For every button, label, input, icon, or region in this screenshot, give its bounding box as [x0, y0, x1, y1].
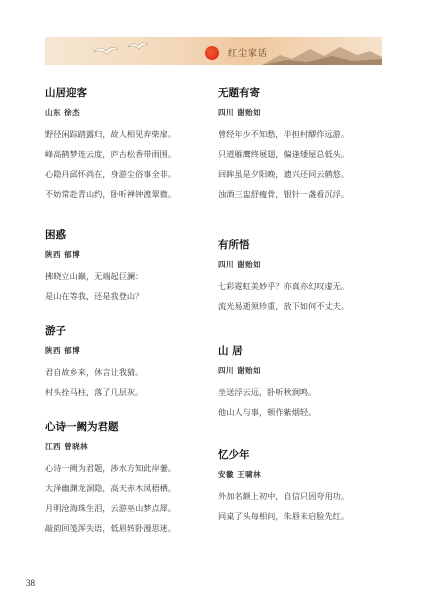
poem [218, 238, 393, 316]
poem-line: 峰高鹤梦连云度，庐古松香带雨围。 [45, 149, 177, 159]
poem-title: 山居迎客 [45, 87, 87, 99]
poem-lines [218, 124, 393, 204]
poem-line: 月明沧海珠生泪，云游巫山梦点犀。 [45, 503, 177, 513]
poem-title: 困惑 [45, 229, 66, 241]
poem [45, 420, 220, 538]
poem [45, 324, 220, 402]
poem-lines [218, 382, 393, 422]
poem-author: 四川 谢贻如 [218, 260, 262, 269]
poem-lines [45, 266, 220, 306]
poem-author: 陕西 郁博 [45, 346, 81, 355]
poem-lines [45, 124, 220, 204]
poem [218, 86, 393, 204]
poem-line: 村头拴马柱，落了几层灰。 [45, 387, 144, 397]
poem-line: 回眸虽是夕阳晚，遗兴还同云鹤悠。 [218, 169, 350, 179]
poem-title: 无题有寄 [218, 87, 260, 99]
poem-title: 心诗一阙为君题 [45, 421, 119, 433]
poem-line: 七彩霓虹美妙乎？亦真亦幻叹虚无。 [218, 281, 350, 291]
mountain-icon [262, 43, 382, 65]
poem [218, 448, 393, 526]
poem-lines [45, 362, 220, 402]
poem-line: 他山人与事，顿作紫烟轻。 [218, 407, 317, 417]
poem-title: 有所悟 [218, 239, 250, 251]
crane-icon [127, 39, 149, 51]
poem-line: 心诗一阙为君题，涉水方知此岸萋。 [45, 463, 177, 473]
poem-line: 外加名额上初中，自信只因夸用功。 [218, 491, 350, 501]
poem-line: 浊酒三盅舒瘦骨，银针一盏看沉浮。 [218, 189, 350, 199]
poem-line: 敲韵回笺浑失语，低眉转卧漫思迷。 [45, 523, 177, 533]
crane-icon [93, 43, 119, 57]
poem-line: 拂晓立山巅，无端起巨澜： [45, 271, 144, 281]
poem-lines [218, 486, 393, 526]
poem-author: 陕西 郁博 [45, 250, 81, 259]
header-banner [45, 37, 382, 65]
poem-line: 野径闲踪踏露归，故人相见弃柴扉。 [45, 129, 177, 139]
poem-author: 四川 谢贻如 [218, 108, 262, 117]
poem-line: 坐送浮云远，卧听秋涧鸣。 [218, 387, 317, 397]
poem [45, 86, 220, 204]
poem-line: 曾经年少不知愁，半担村醪作远游。 [218, 129, 350, 139]
poem-line: 心隐丹邱怀尚在，身游尘俗事全非。 [45, 169, 177, 179]
sun-icon [205, 46, 219, 60]
poem [45, 228, 220, 306]
poem-author: 江西 曾晓林 [45, 442, 89, 451]
poem-lines [45, 458, 220, 538]
poem-line: 不妨常赴青山约，卧听禅钟渡翠微。 [45, 189, 177, 199]
banner-title: 红尘家话 [228, 49, 269, 59]
poem-line: 君自故乡来，休言让我猜。 [45, 367, 144, 377]
poem-lines [218, 276, 393, 316]
poem-author: 山东 徐杰 [45, 108, 81, 117]
poem-author: 安徽 王啸林 [218, 470, 262, 479]
poem-title: 游子 [45, 325, 66, 337]
poem-line: 同桌了头每相问，朱唇未启脸先红。 [218, 511, 350, 521]
poem-author: 四川 谢贻如 [218, 366, 262, 375]
poem-line: 是山在等我，还是我登山？ [45, 291, 144, 301]
poem-line: 大泽幽渊龙洞隐，高天赤木凤梧栖。 [45, 483, 177, 493]
poem-line: 只道雁鹰终展翅，偏逢矮屋总低头。 [218, 149, 350, 159]
page-number: 38 [26, 578, 35, 588]
poem [218, 344, 393, 422]
poem-line: 流光易逝须珍重，放下如何不丈夫。 [218, 301, 350, 311]
poem-title: 山 居 [218, 345, 243, 357]
poem-title: 忆少年 [218, 449, 250, 461]
